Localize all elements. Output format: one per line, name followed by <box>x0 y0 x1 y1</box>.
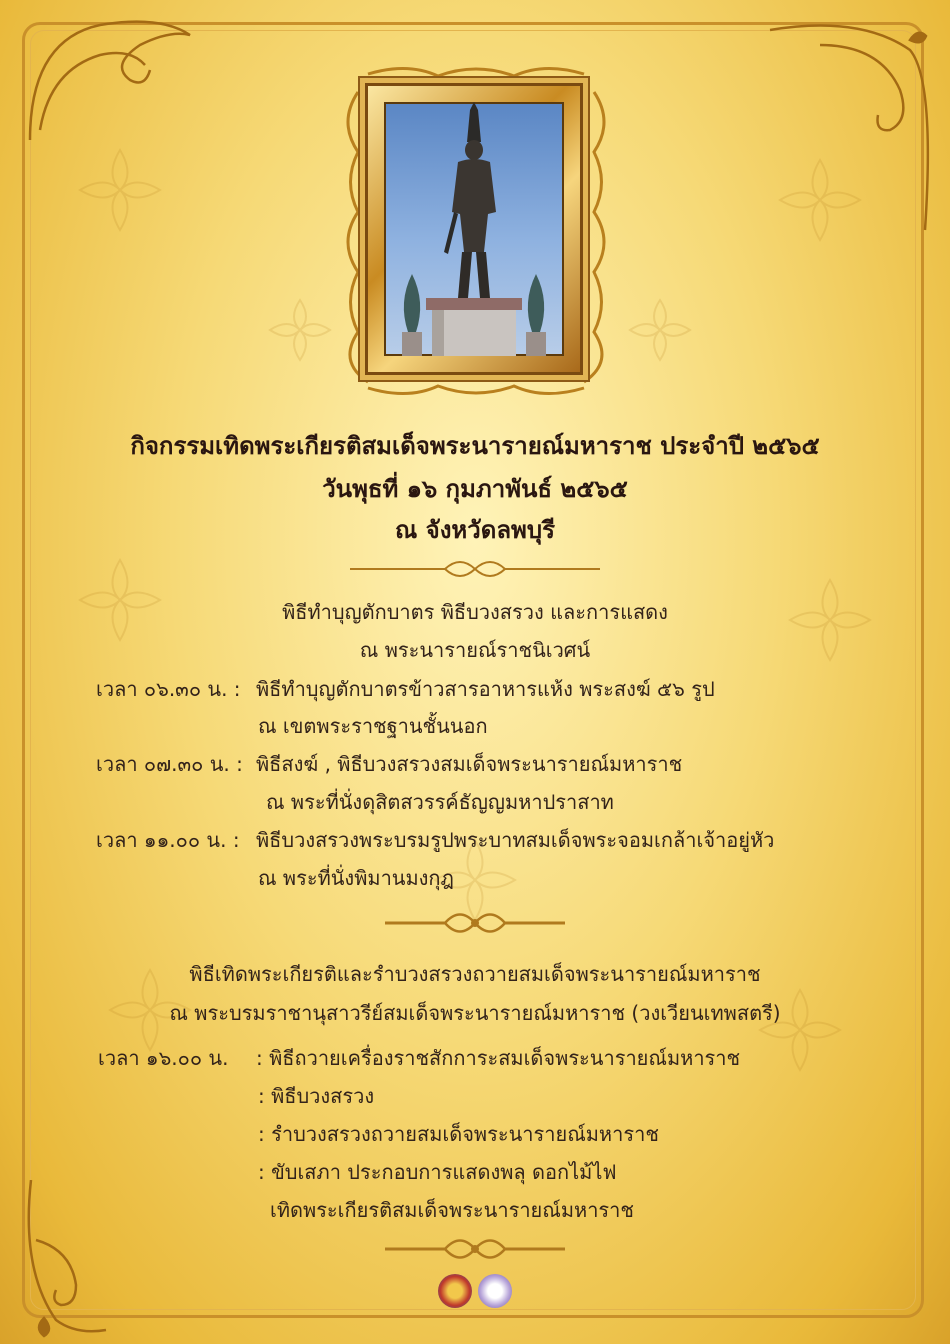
schedule-activity: : ขับเสภา ประกอบการแสดงพลุ ดอกไม้ไฟ <box>258 1160 617 1184</box>
schedule-time: เวลา ๑๑.๐๐ น. : <box>96 828 240 852</box>
schedule-place: ณ พระที่นั่งดุสิตสวรรค์ธัญญมหาปราสาท <box>266 790 614 814</box>
schedule-activity: : รำบวงสรวงถวายสมเด็จพระนารายณ์มหาราช <box>258 1122 659 1146</box>
bottom-left-ornament <box>16 1180 136 1340</box>
schedule-activity: : พิธีถวายเครื่องราชสักการะสมเด็จพระนารายณ์มหาราช <box>256 1046 741 1070</box>
schedule-time: เวลา ๐๗.๓๐ น. : <box>96 752 243 776</box>
section2-title: พิธีเทิดพระเกียรติและรำบวงสรวงถวายสมเด็จพระนารายณ์มหาราช <box>189 962 761 986</box>
schedule-time: เวลา ๐๖.๓๐ น. : <box>96 677 241 701</box>
schedule-place: ณ เขตพระราชฐานชั้นนอก <box>258 714 488 738</box>
schedule-activity-continuation: เทิดพระเกียรติสมเด็จพระนารายณ์มหาราช <box>270 1198 634 1222</box>
schedule-activity: พิธีทำบุญตักบาตรข้าวสารอาหารแห้ง พระสงฆ์ ๕๖ รูป <box>256 677 715 701</box>
ornamental-divider <box>350 553 600 585</box>
top-left-ornament <box>20 10 210 150</box>
section1-location: ณ พระนารายณ์ราชนิเวศน์ <box>359 638 591 662</box>
section1-title: พิธีทำบุญตักบาตร พิธีบวงสรวง และการแสดง <box>282 600 668 624</box>
schedule-activity: : พิธีบวงสรวง <box>258 1084 375 1108</box>
top-right-ornament <box>760 10 940 240</box>
event-date: วันพุธที่ ๑๖ กุมภาพันธ์ ๒๕๖๕ <box>322 475 628 503</box>
portrait-frame <box>338 62 614 400</box>
event-location: ณ จังหวัดลพบุรี <box>395 516 555 544</box>
schedule-activity: พิธีบวงสรวงพระบรมรูปพระบาทสมเด็จพระจอมเกล้าเจ้าอยู่หัว <box>256 828 775 852</box>
statue-illustration <box>384 102 564 356</box>
schedule-activity: พิธีสงฆ์ , พิธีบวงสรวงสมเด็จพระนารายณ์มหาราช <box>256 752 683 776</box>
event-title: กิจกรรมเทิดพระเกียรติสมเด็จพระนารายณ์มหาราช ประจำปี ๒๕๖๕ <box>130 432 820 460</box>
section2-location: ณ พระบรมราชานุสาวรีย์สมเด็จพระนารายณ์มหาราช (วงเวียนเทพสตรี) <box>169 1001 781 1025</box>
ornamental-divider <box>385 906 565 940</box>
statue-photo <box>384 102 564 356</box>
tourism-logo <box>478 1274 512 1308</box>
provincial-seal-logo <box>438 1274 472 1308</box>
schedule-place: ณ พระที่นั่งพิมานมงกุฎ <box>258 866 454 890</box>
schedule-time: เวลา ๑๖.๐๐ น. <box>98 1046 229 1070</box>
gilt-frame <box>368 86 580 372</box>
ornamental-divider <box>385 1232 565 1266</box>
